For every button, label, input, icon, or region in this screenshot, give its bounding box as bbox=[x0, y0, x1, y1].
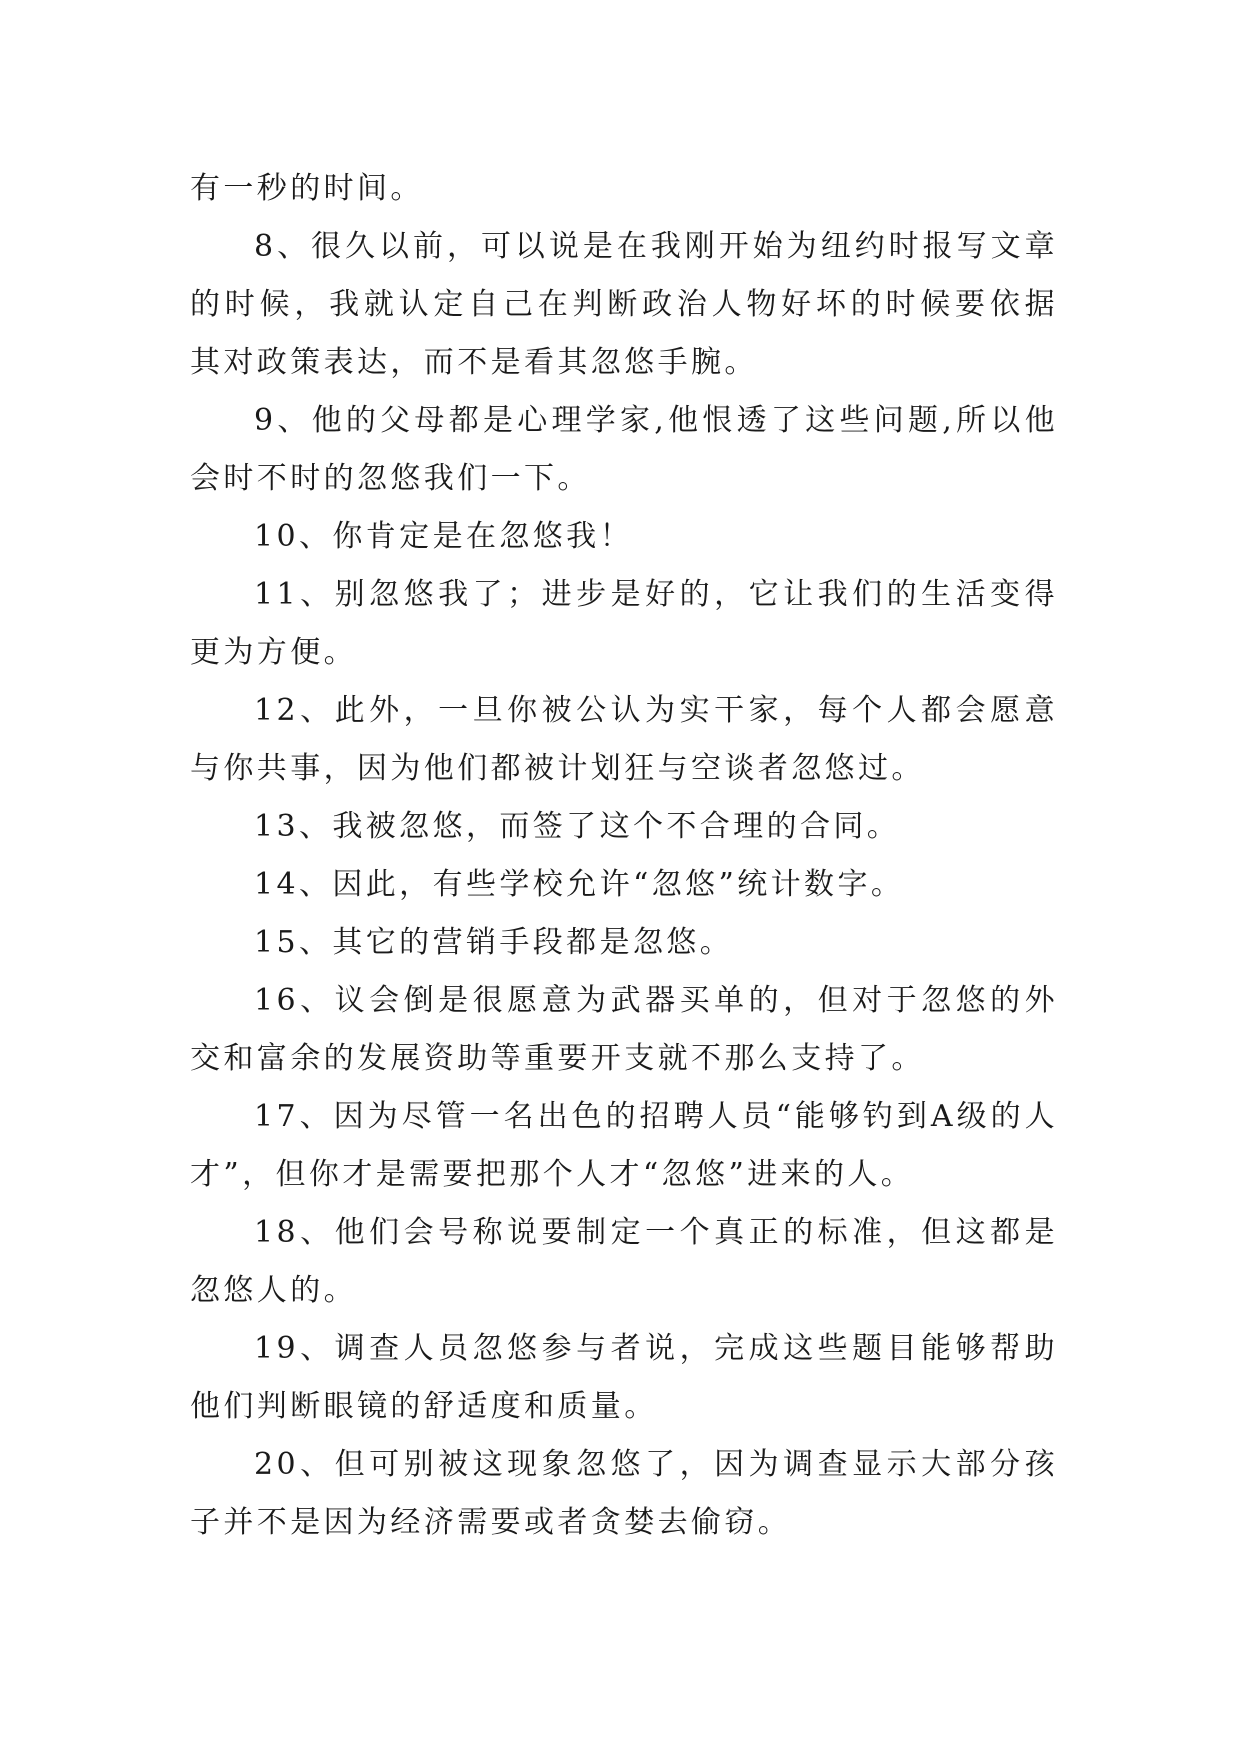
paragraph-item-12: 12、此外，一旦你被公认为实干家，每个人都会愿意与你共事，因为他们都被计划狂与空谈者忽悠过。 bbox=[190, 693, 1058, 786]
paragraph-item-9: 9、他的父母都是心理学家,他恨透了这些问题,所以他会时不时的忽悠我们一下。 bbox=[190, 403, 1058, 496]
paragraph-item-15: 15、其它的营销手段都是忽悠。 bbox=[254, 925, 734, 960]
paragraph-item-17: 17、因为尽管一名出色的招聘人员“能够钓到A级的人才”，但你才是需要把那个人才“忽悠”进来的人。 bbox=[190, 1099, 1058, 1192]
paragraph-item-10: 10、你肯定是在忽悠我！ bbox=[254, 519, 633, 554]
paragraph-item-18: 18、他们会号称说要制定一个真正的标准，但这都是忽悠人的。 bbox=[190, 1215, 1058, 1308]
paragraph-item-13: 13、我被忽悠，而签了这个不合理的合同。 bbox=[254, 809, 901, 844]
paragraph-item-8: 8、很久以前，可以说是在我刚开始为纽约时报写文章的时候，我就认定自己在判断政治人物好坏的时候要依据其对政策表达，而不是看其忽悠手腕。 bbox=[190, 229, 1058, 380]
document-body bbox=[190, 160, 1058, 1552]
paragraph-item-11: 11、别忽悠我了；进步是好的，它让我们的生活变得更为方便。 bbox=[190, 577, 1058, 670]
paragraph-item-19: 19、调查人员忽悠参与者说，完成这些题目能够帮助他们判断眼镜的舒适度和质量。 bbox=[190, 1331, 1058, 1424]
paragraph-item-20: 20、但可别被这现象忽悠了，因为调查显示大部分孩子并不是因为经济需要或者贪婪去偷窃。 bbox=[190, 1447, 1058, 1540]
paragraph-item-14: 14、因此，有些学校允许“忽悠”统计数字。 bbox=[254, 867, 905, 902]
paragraph-continuation: 有一秒的时间。 bbox=[190, 171, 424, 206]
paragraph-item-16: 16、议会倒是很愿意为武器买单的，但对于忽悠的外交和富余的发展资助等重要开支就不那么支持了。 bbox=[190, 983, 1058, 1076]
